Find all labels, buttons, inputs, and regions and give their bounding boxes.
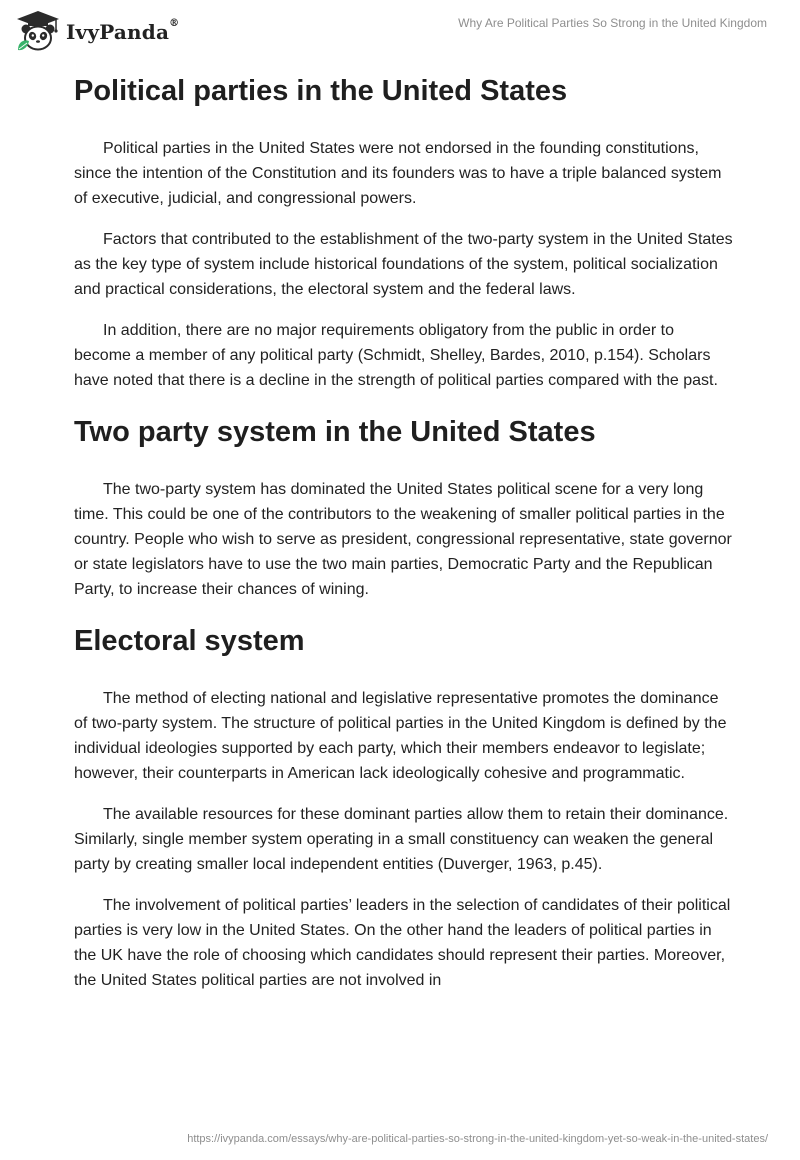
paragraph: Political parties in the United States were not endorsed in the founding constitutions, since the intention of the Constitution and its founders was to have a triple balanced system of executive, judicial, and congressional powers. [74,140,722,207]
source-url[interactable]: https://ivypanda.com/essays/why-are-political-parties-so-strong-in-the-united-kingdom-yet-so-weak-in-the-united-states/ [187,1133,768,1145]
paragraph: Factors that contributed to the establishment of the two-party system in the United States as the key type of system include historical foundations of the system, political socialization and practical considerations, the electoral system and the federal laws. [74,231,733,298]
ivypanda-logo[interactable] [14,8,179,56]
paragraph: The available resources for these dominant parties allow them to retain their dominance. Similarly, single member system operating in a small constituency can weaken the general party by creating smaller local independent entities (Duverger, 1963, p.45). [74,806,729,873]
section-heading: Electoral system [74,625,305,657]
document-title: Why Are Political Parties So Strong in the United Kingdom [458,16,767,30]
paragraph: In addition, there are no major requirements obligatory from the public in order to become a member of any political party (Schmidt, Shelley, Bardes, 2010, p.154). Scholars have noted that there is a decline in the strength of political parties compared with the past. [74,322,718,389]
section-heading: Two party system in the United States [74,416,596,448]
section-heading: Political parties in the United States [74,75,568,107]
panda-graduate-icon [14,8,62,56]
brand-name: IvyPanda® [66,18,180,44]
paragraph: The method of electing national and legislative representative promotes the dominance of two-party system. The structure of political parties in the United Kingdom is defined by the individual ideologies supported by each party, which their members endeavor to legislate; however, their counterparts in American lack ideologically cohesive and programmatic. [74,690,727,782]
essay-content [74,68,734,1009]
registered-mark: ® [169,18,180,29]
paragraph: The involvement of political parties’ leaders in the selection of candidates of their political parties is very low in the United States. On the other hand the leaders of political parties in the UK have the role of choosing which candidates should represent their parties. Moreover, the United States political parties are not involved in [74,897,731,989]
page-header [0,0,800,64]
paragraph: The two-party system has dominated the United States political scene for a very long time. This could be one of the contributors to the weakening of smaller political parties in the country. People who wish to serve as president, congressional representative, state governor or state legislators have to use the two main parties, Democratic Party and the Republican Party, to increase their chances of wining. [74,481,732,598]
